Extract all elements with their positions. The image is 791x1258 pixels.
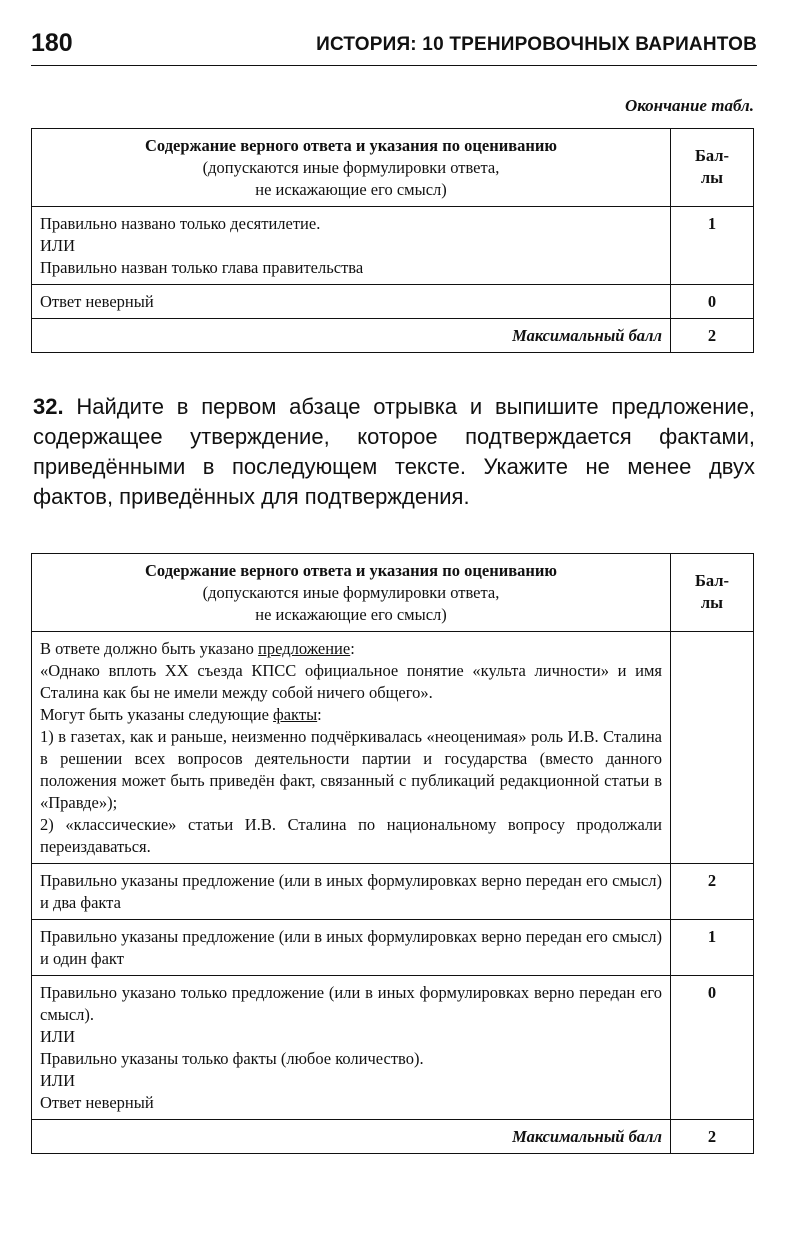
header-sub: не искажающие его смысл) — [255, 180, 447, 199]
criteria-cell: Правильно указаны предложение (или в иных формулировках верно передан его смысл) и один факт — [32, 920, 671, 976]
running-title: ИСТОРИЯ: 10 ТРЕНИРОВОЧНЫХ ВАРИАНТОВ — [316, 34, 757, 55]
header-points-cell: Бал- лы — [671, 554, 754, 632]
header-points-cell: Бал- лы — [671, 129, 754, 207]
task-number: 32. — [33, 394, 64, 419]
keyword-facts: факты — [273, 705, 318, 724]
table-row — [32, 920, 754, 976]
header-sub: не искажающие его смысл) — [255, 605, 447, 624]
points-cell — [671, 632, 754, 864]
points-cell: 2 — [671, 864, 754, 920]
header-content-cell — [32, 129, 671, 207]
task-text: Найдите в первом абзаце отрывка и выпишите предложение, содержащее утверждение, которое подтверждается фактами, приведёнными в последующем тексте. Укажите не менее двух фактов, приведённых для подтверждения. — [33, 394, 755, 509]
fact-item: 2) «классические» статьи И.В. Сталина по национальному вопросу продолжали переиздаваться. — [40, 815, 662, 856]
scoring-table-32 — [31, 553, 754, 1154]
answer-sentence: «Однако вплоть XX съезда КПСС официальное понятие «культа личности» и имя Сталина как бы не имели между собой ничего общего». — [40, 661, 662, 702]
points-cell: 0 — [671, 976, 754, 1120]
scoring-table-31 — [31, 128, 754, 353]
answer-row — [32, 632, 754, 864]
table-row — [32, 285, 754, 319]
max-score-value: 2 — [671, 319, 754, 353]
table-header-row — [32, 554, 754, 632]
criteria-cell: Правильно указано только предложение (или в иных формулировках верно передан его смысл). ИЛИ Правильно указаны только факты (любое количество). ИЛИ Ответ неверный — [32, 976, 671, 1120]
criteria-cell: Ответ неверный — [32, 285, 671, 319]
header-main: Содержание верного ответа и указания по оцениванию — [145, 561, 557, 580]
table-header-row — [32, 129, 754, 207]
header-content-cell — [32, 554, 671, 632]
points-cell: 1 — [671, 207, 754, 285]
points-cell: 0 — [671, 285, 754, 319]
table-row — [32, 207, 754, 285]
max-score-label: Максимальный балл — [32, 319, 671, 353]
table-row — [32, 976, 754, 1120]
max-score-label: Максимальный балл — [32, 1120, 671, 1154]
max-score-value: 2 — [671, 1120, 754, 1154]
table-row — [32, 864, 754, 920]
criteria-cell: Правильно названо только десятилетие. ИЛИ Правильно назван только глава правительства — [32, 207, 671, 285]
header-sub: (допускаются иные формулировки ответа, — [202, 583, 500, 602]
max-score-row — [32, 319, 754, 353]
header-main: Содержание верного ответа и указания по оцениванию — [145, 136, 557, 155]
points-cell: 1 — [671, 920, 754, 976]
fact-item: 1) в газетах, как и раньше, неизменно подчёркивалась «неоценимая» роль И.В. Сталина в решении всех вопросов деятельности партии и государства (вместо данного положения может быть приведён факт, связанный с публикаций редакционной статьи в «Правде»); — [40, 727, 662, 812]
header-sub: (допускаются иные формулировки ответа, — [202, 158, 500, 177]
max-score-row — [32, 1120, 754, 1154]
page-header — [31, 27, 757, 66]
keyword-sentence: предложение — [258, 639, 351, 658]
answer-cell: В ответе должно быть указано предложение: «Однако вплоть XX съезда КПСС официальное понятие «культа личности» и имя Сталина как бы не имели между собой ничего общего». Могут быть указаны следующие факты: 1) в газетах, как и раньше, неизменно подчёркивалась «неоценимая» роль И.В. Сталина в решении всех вопросов деятельности партии и государства (вместо данного положения может быть приведён факт, связанный с публикаций редакционной статьи в «Правде»); 2) «классические» статьи И.В. Сталина по национальному вопросу продолжали переиздаваться. — [32, 632, 671, 864]
table-continuation-note: Окончание табл. — [624, 96, 754, 115]
task-32 — [33, 392, 755, 512]
criteria-cell: Правильно указаны предложение (или в иных формулировках верно передан его смысл) и два факта — [32, 864, 671, 920]
page-number: 180 — [31, 29, 73, 57]
